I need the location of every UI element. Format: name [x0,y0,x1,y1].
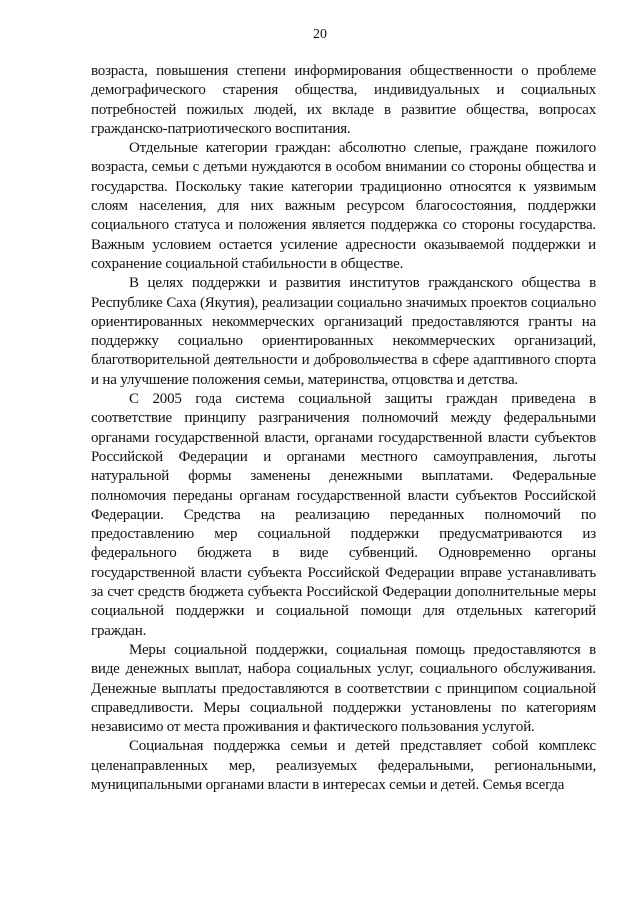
page-number: 20 [313,27,327,42]
paragraph-family-support: Социальная поддержка семьи и детей представляет собой комплекс целенаправленных мер, реализуемых федеральными, региональными, муниципальными органами власти в интересах семьи и детей. Семья всегда [91,738,596,793]
paragraph-social-protection-2005: С 2005 года система социальной защиты граждан приведена в соответствие принципу разграничения полномочий между федеральными органами государственной власти, органами государственной власти субъектов Российской Федерации и органами местного самоуправления, льготы натуральной формы заменены денежными выплатами. Федеральные полномочия переданы органам государственной власти субъектов Российской Федерации. Средства на реализацию переданных полномочий по предоставлению мер социальной поддержки предусматриваются из федерального бюджета в виде субвенций. Одновременно органы государственной власти субъекта Российской Федерации вправе устанавливать за счет средств бюджета субъекта Российской Федерации дополнительные меры социальной поддержки и социальной помощи для отдельных категорий граждан. [91,391,596,639]
paragraph-continuation: возраста, повышения степени информирования общественности о проблеме демографического старения общества, индивидуальных и социальных потребностей пожилых людей, их вкладе в развитие общества, вопросах гражданско-патриотического воспитания. [91,63,596,137]
paragraph-civil-society-grants: В целях поддержки и развития институтов гражданского общества в Республике Саха (Якутия), реализации социально значимых проектов социально ориентированных некоммерческих организаций предоставляются гранты на поддержку социально ориентированных некоммерческих организаций, благотворительной деятельности и добровольчества в сфере адаптивного спорта и на улучшение положения семьи, материнства, отцовства и детства. [91,275,596,388]
paragraph-support-measures: Меры социальной поддержки, социальная помощь предоставляются в виде денежных выплат, набора социальных услуг, социального обслуживания. Денежные выплаты предоставляются в соответствии с принципом социальной справедливости. Меры социальной поддержки установлены по категориям независимо от места проживания и фактического пользования услугой. [91,641,596,736]
document-body [91,62,596,795]
paragraph-vulnerable-categories: Отдельные категории граждан: абсолютно слепые, граждане пожилого возраста, семьи с детьми нуждаются в особом внимании со стороны общества и государства. Поскольку такие категории традиционно относятся к уязвимым слоям населения, для них важным ресурсом благосостояния, поддержки социального статуса и положения является поддержка со стороны государства. Важным условием остается усиление адресности оказываемой поддержки и сохранение социальной стабильности в обществе. [91,140,596,272]
